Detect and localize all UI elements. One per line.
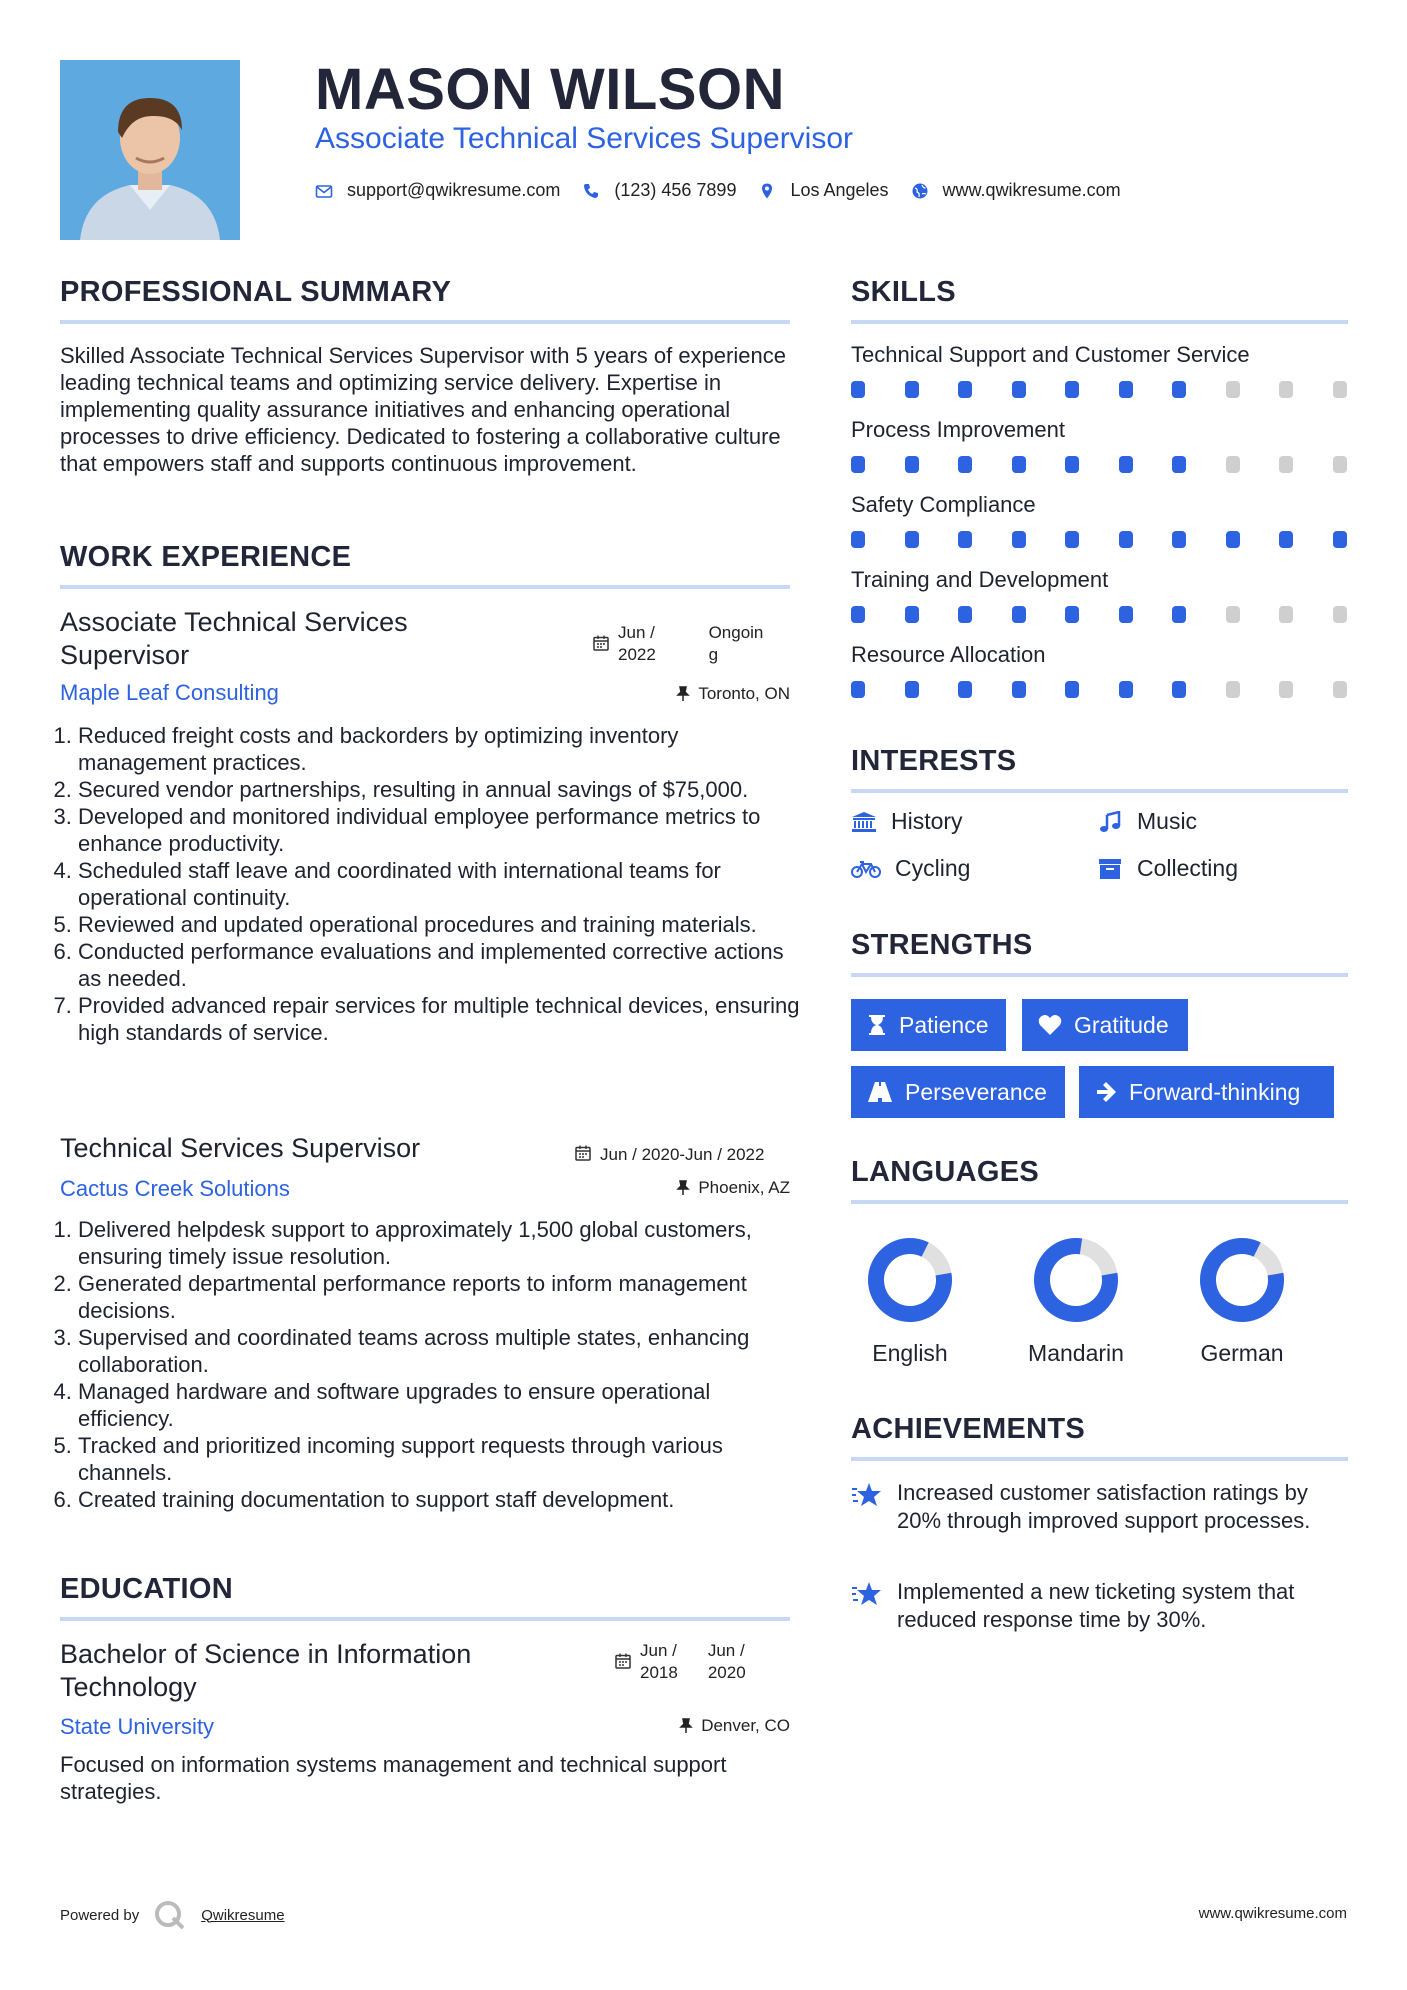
skill-level-dot bbox=[1012, 681, 1026, 698]
date-start-month: Jun / bbox=[640, 1641, 677, 1660]
star-award-icon bbox=[851, 1481, 883, 1509]
museum-icon bbox=[851, 811, 877, 833]
languages-divider bbox=[851, 1200, 1348, 1204]
strength-forward-thinking bbox=[1079, 1066, 1334, 1118]
skill-level-dot bbox=[1119, 531, 1133, 548]
skill-level-dot bbox=[1012, 456, 1026, 473]
skill-name: Technical Support and Customer Service bbox=[851, 342, 1250, 367]
strength-gratitude bbox=[1022, 999, 1188, 1051]
bicycle-icon bbox=[851, 858, 881, 880]
achievement-text: Implemented a new ticketing system that reduced response time by 30%. bbox=[897, 1579, 1295, 1632]
skill-level-dot bbox=[905, 381, 919, 398]
skill-level-dot bbox=[1333, 531, 1347, 548]
achievement-text: Increased customer satisfaction ratings by 20% through improved support processes. bbox=[897, 1480, 1311, 1533]
skill-level-dot bbox=[905, 456, 919, 473]
strength-label: Perseverance bbox=[905, 1078, 1047, 1105]
skill-level-dot bbox=[1172, 531, 1186, 548]
skill-level-dot bbox=[851, 381, 865, 398]
phone-icon bbox=[582, 182, 600, 200]
company-name: Maple Leaf Consulting bbox=[60, 680, 279, 705]
date-start-month: Jun / bbox=[618, 623, 655, 642]
job-bullet: 3. Supervised and coordinated teams across multiple states, enhancing collaboration. bbox=[78, 1324, 800, 1378]
education-heading: EDUCATION bbox=[60, 1573, 233, 1605]
skill-level-dot bbox=[1172, 381, 1186, 398]
job-bullet: 4. Managed hardware and software upgrades to ensure operational efficiency. bbox=[78, 1378, 800, 1432]
archive-box-icon bbox=[1097, 858, 1123, 880]
language-proficiency-donut bbox=[1031, 1235, 1121, 1325]
calendar-icon bbox=[592, 634, 610, 652]
skill-level-dot bbox=[1065, 531, 1079, 548]
education-dates bbox=[614, 1640, 746, 1684]
job-location-text: Toronto, ON bbox=[698, 684, 790, 703]
star-award-icon bbox=[851, 1580, 883, 1608]
skill-level-dot bbox=[958, 456, 972, 473]
resume-header bbox=[0, 0, 1407, 250]
skills-heading: SKILLS bbox=[851, 276, 956, 308]
school-name: State University bbox=[60, 1714, 215, 1739]
skill-level-dot bbox=[905, 531, 919, 548]
skill-level-dot bbox=[1065, 606, 1079, 623]
job-bullet: 7. Provided advanced repair services for multiple technical devices, ensuring high standards of service. bbox=[78, 992, 800, 1046]
interest-cycling bbox=[851, 855, 970, 882]
interest-label: Cycling bbox=[895, 855, 971, 881]
envelope-icon bbox=[315, 182, 333, 200]
skill-level-dot bbox=[1012, 381, 1026, 398]
road-icon bbox=[867, 1081, 893, 1103]
brand-link[interactable]: Qwikresume bbox=[201, 1906, 285, 1924]
job-bullet: 1. Delivered helpdesk support to approximately 1,500 global customers, ensuring timely issue resolution. bbox=[78, 1216, 800, 1270]
website-text: www.qwikresume.com bbox=[942, 180, 1121, 200]
strength-label: Gratitude bbox=[1074, 1011, 1169, 1038]
skill-level-dot bbox=[1012, 531, 1026, 548]
date-end-part2: g bbox=[708, 645, 719, 664]
job-bullet: 2. Secured vendor partnerships, resulting in annual savings of $75,000. bbox=[78, 776, 800, 803]
powered-by-text: Powered by bbox=[60, 1906, 140, 1924]
job-location bbox=[560, 1178, 790, 1198]
skill-level-dot bbox=[1226, 456, 1240, 473]
job-title: Technical Services Supervisor bbox=[60, 1133, 421, 1163]
achievement-item bbox=[851, 1479, 1348, 1535]
skill-level-dot bbox=[1226, 381, 1240, 398]
skill-level-dot bbox=[1012, 606, 1026, 623]
skill-level-dot bbox=[1065, 456, 1079, 473]
job-bullet: 1. Reduced freight costs and backorders by optimizing inventory management practices. bbox=[78, 722, 800, 776]
pushpin-icon bbox=[676, 686, 690, 702]
skill-level-dot bbox=[1172, 606, 1186, 623]
date-end-part1: Ongoin bbox=[708, 623, 764, 642]
strength-perseverance bbox=[851, 1066, 1065, 1118]
interest-collecting bbox=[1097, 855, 1238, 882]
footer-website[interactable]: www.qwikresume.com bbox=[1198, 1905, 1347, 1922]
skill-level-dot bbox=[851, 681, 865, 698]
map-pin-icon bbox=[758, 182, 776, 200]
skill-level-dot bbox=[1226, 531, 1240, 548]
job-bullet: 2. Generated departmental performance reports to inform management decisions. bbox=[78, 1270, 800, 1324]
skill-level-dot bbox=[1119, 456, 1133, 473]
education-location-text: Denver, CO bbox=[701, 1716, 790, 1735]
skills-divider bbox=[851, 320, 1348, 324]
skill-level-dot bbox=[958, 606, 972, 623]
achievement-item bbox=[851, 1578, 1348, 1634]
contact-location bbox=[758, 180, 888, 201]
job-title: Associate Technical Services Supervisor bbox=[60, 607, 408, 670]
skill-level-dot bbox=[1279, 531, 1293, 548]
education-divider bbox=[60, 1617, 790, 1621]
pushpin-icon bbox=[676, 1180, 690, 1196]
interest-music bbox=[1097, 808, 1197, 835]
language-name: Mandarin bbox=[1028, 1340, 1124, 1366]
date-start-year: 2022 bbox=[618, 645, 656, 664]
languages-heading: LANGUAGES bbox=[851, 1156, 1039, 1188]
summary-text: Skilled Associate Technical Services Supervisor with 5 years of experience leading technical teams and optimizing service delivery. Expertise in implementing quality assurance initiatives and enhancing operational processes to drive efficiency. Dedicated to fostering a collaborative culture that empowers staff and supports continuous improvement. bbox=[60, 343, 786, 476]
summary-heading: PROFESSIONAL SUMMARY bbox=[60, 276, 452, 308]
summary-divider bbox=[60, 320, 790, 324]
skill-level-dot bbox=[1172, 456, 1186, 473]
skill-name: Safety Compliance bbox=[851, 492, 1036, 517]
job-bullet: 6. Conducted performance evaluations and implemented corrective actions as needed. bbox=[78, 938, 800, 992]
company-name: Cactus Creek Solutions bbox=[60, 1176, 290, 1201]
strength-label: Patience bbox=[899, 1011, 989, 1038]
job-dates bbox=[592, 622, 763, 666]
language-name: English bbox=[872, 1340, 948, 1366]
experience-heading: WORK EXPERIENCE bbox=[60, 541, 352, 573]
skill-level-dot bbox=[1119, 381, 1133, 398]
interest-history bbox=[851, 808, 963, 835]
skill-level-dot bbox=[1279, 381, 1293, 398]
job-bullet: 3. Developed and monitored individual employee performance metrics to enhance productivity. bbox=[78, 803, 800, 857]
job-bullet-list bbox=[60, 1216, 800, 1513]
experience-divider bbox=[60, 585, 790, 589]
hourglass-icon bbox=[867, 1014, 887, 1036]
date-dash bbox=[688, 622, 693, 644]
interest-label: Music bbox=[1137, 808, 1198, 834]
music-note-icon bbox=[1097, 811, 1123, 833]
globe-icon bbox=[911, 182, 929, 200]
skill-level-dot bbox=[1333, 456, 1347, 473]
strength-label: Forward-thinking bbox=[1129, 1078, 1301, 1105]
contact-phone[interactable] bbox=[582, 180, 736, 201]
skill-level-dot bbox=[851, 606, 865, 623]
education-location bbox=[560, 1716, 790, 1736]
contact-bar bbox=[315, 180, 1121, 201]
skill-level-dot bbox=[1226, 606, 1240, 623]
qwikresume-logo-icon bbox=[153, 1900, 187, 1930]
skill-level-dot bbox=[1333, 606, 1347, 623]
contact-email[interactable] bbox=[315, 180, 560, 201]
interest-label: History bbox=[891, 808, 963, 834]
contact-website[interactable] bbox=[911, 180, 1121, 201]
skill-level-dot bbox=[1065, 681, 1079, 698]
email-text: support@qwikresume.com bbox=[347, 180, 561, 200]
strength-patience bbox=[851, 999, 1006, 1051]
heart-icon bbox=[1038, 1014, 1062, 1036]
skill-level-dot bbox=[958, 531, 972, 548]
achievements-heading: ACHIEVEMENTS bbox=[851, 1413, 1086, 1445]
degree-title: Bachelor of Science in Information Technology bbox=[60, 1639, 472, 1702]
skill-level-dot bbox=[1279, 681, 1293, 698]
language-proficiency-donut bbox=[865, 1235, 955, 1325]
candidate-title: Associate Technical Services Supervisor bbox=[315, 122, 854, 155]
interest-label: Collecting bbox=[1137, 855, 1238, 881]
calendar-icon bbox=[574, 1144, 592, 1162]
language-proficiency-donut bbox=[1197, 1235, 1287, 1325]
skill-level-dot bbox=[1279, 456, 1293, 473]
skill-level-dot bbox=[1333, 681, 1347, 698]
language-name: German bbox=[1200, 1340, 1284, 1366]
education-description: Focused on information systems management and technical support strategies. bbox=[60, 1752, 727, 1804]
candidate-name: MASON WILSON bbox=[315, 57, 785, 122]
strengths-divider bbox=[851, 973, 1348, 977]
skill-level-dot bbox=[1333, 381, 1347, 398]
job-bullet: 5. Tracked and prioritized incoming support requests through various channels. bbox=[78, 1432, 800, 1486]
location-text: Los Angeles bbox=[790, 180, 889, 200]
skill-level-dot bbox=[851, 456, 865, 473]
skill-level-dot bbox=[1172, 681, 1186, 698]
job-location-text: Phoenix, AZ bbox=[698, 1178, 790, 1197]
skill-level-dot bbox=[905, 606, 919, 623]
job-bullet-list bbox=[60, 722, 800, 1046]
skill-name: Process Improvement bbox=[851, 417, 1065, 442]
date-range: Jun / 2020-Jun / 2022 bbox=[600, 1145, 765, 1164]
footer-powered-by bbox=[60, 1900, 285, 1930]
date-end-month: Jun / bbox=[707, 1641, 745, 1660]
achievements-divider bbox=[851, 1457, 1348, 1461]
skill-level-dot bbox=[851, 531, 865, 548]
date-start-year: 2018 bbox=[640, 1663, 678, 1682]
skill-level-dot bbox=[1119, 681, 1133, 698]
skill-level-dot bbox=[1226, 681, 1240, 698]
interests-divider bbox=[851, 789, 1348, 793]
strengths-heading: STRENGTHS bbox=[851, 929, 1033, 961]
job-dates bbox=[574, 1144, 764, 1166]
job-bullet: 6. Created training documentation to support staff development. bbox=[78, 1486, 800, 1513]
skill-name: Resource Allocation bbox=[851, 642, 1046, 667]
pushpin-icon bbox=[679, 1718, 693, 1734]
skill-level-dot bbox=[958, 681, 972, 698]
skill-level-dot bbox=[1119, 606, 1133, 623]
date-end-year: 2020 bbox=[707, 1663, 746, 1682]
skill-level-dot bbox=[1279, 606, 1293, 623]
skill-level-dot bbox=[958, 381, 972, 398]
job-bullet: 5. Reviewed and updated operational procedures and training materials. bbox=[78, 911, 800, 938]
skill-name: Training and Development bbox=[851, 567, 1109, 592]
job-bullet: 4. Scheduled staff leave and coordinated with international teams for operational continuity. bbox=[78, 857, 800, 911]
calendar-icon bbox=[614, 1652, 632, 1670]
arrow-right-icon bbox=[1095, 1081, 1117, 1103]
job-location bbox=[560, 684, 790, 704]
profile-photo bbox=[60, 60, 240, 240]
phone-text: (123) 456 7899 bbox=[614, 180, 737, 200]
skill-level-dot bbox=[905, 681, 919, 698]
interests-heading: INTERESTS bbox=[851, 745, 1017, 777]
skill-level-dot bbox=[1065, 381, 1079, 398]
